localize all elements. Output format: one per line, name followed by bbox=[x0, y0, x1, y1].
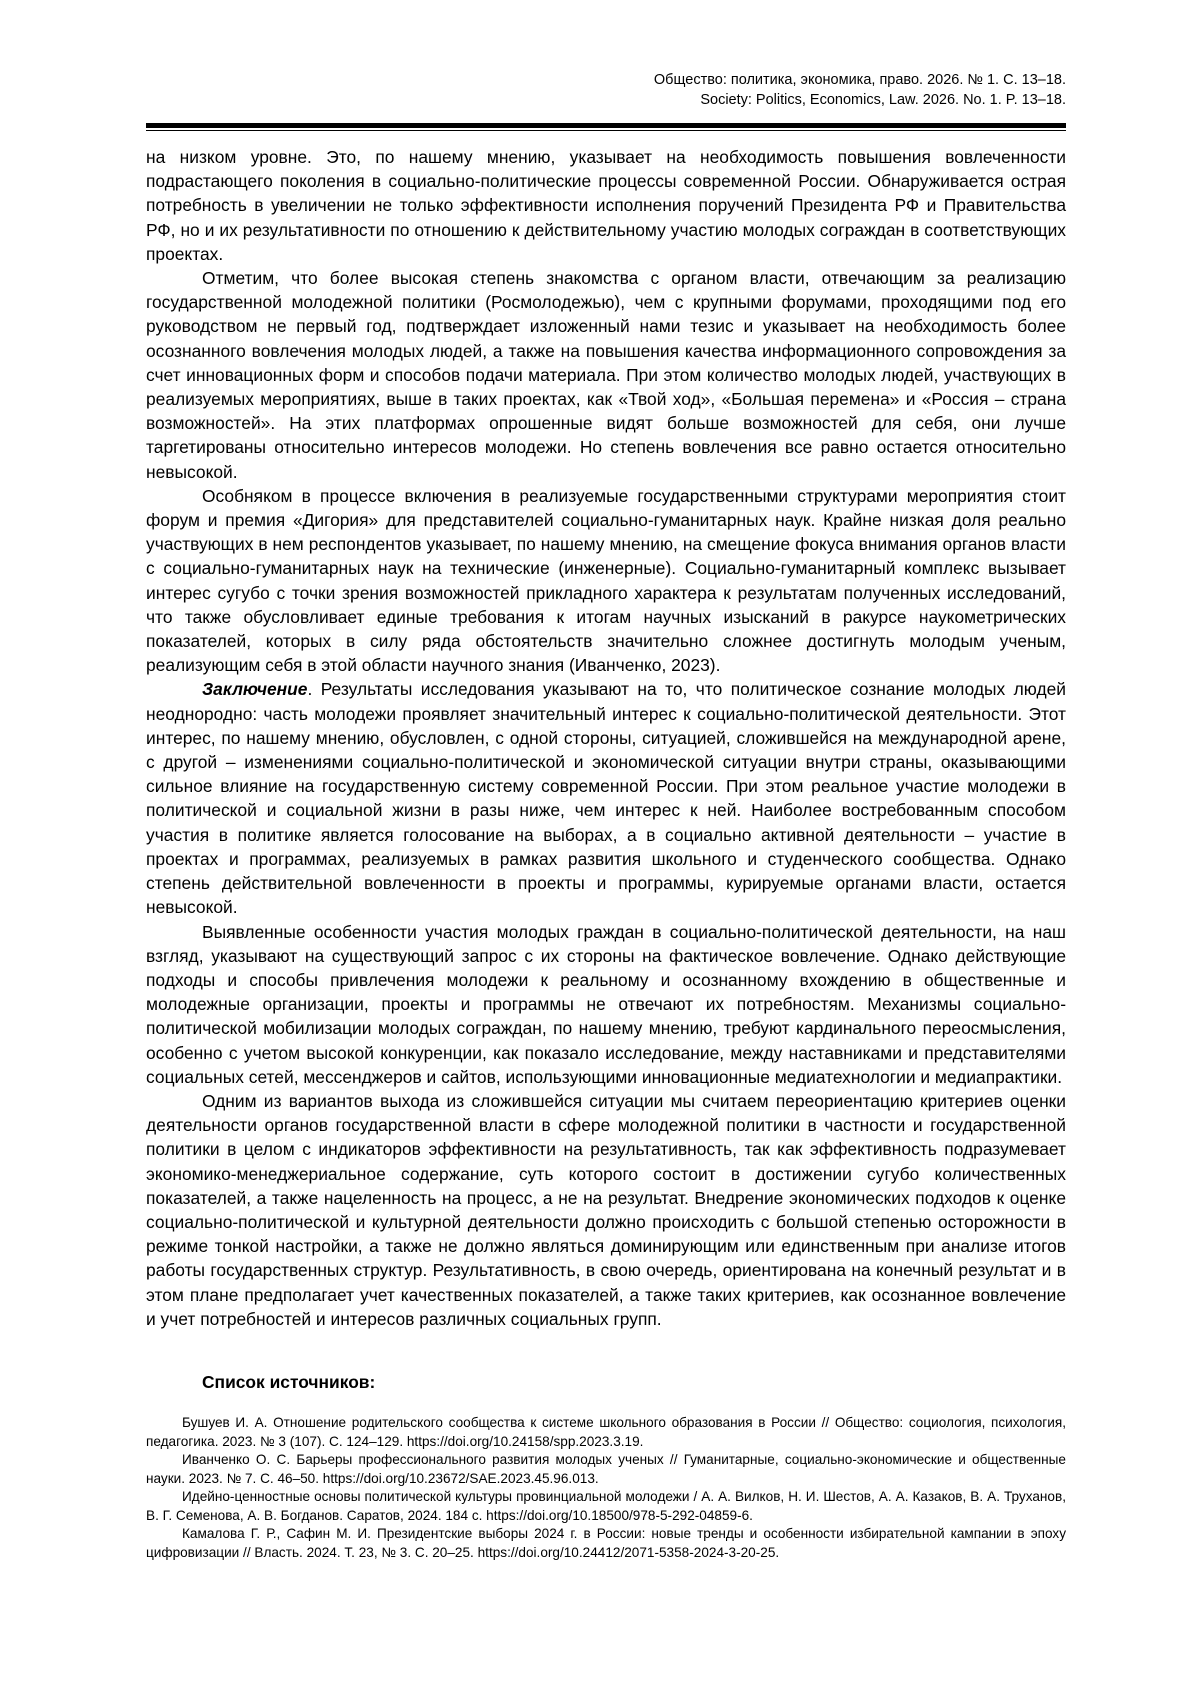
reference-item: Иванченко О. С. Барьеры профессионального развития молодых ученых // Гуманитарные, социально-экономические и общественные науки. 2023. № 7. С. 46–50. https://doi.org/10.23672/SAE.2023.45.96.013. bbox=[146, 1452, 1066, 1486]
references-list bbox=[146, 1414, 1066, 1562]
reference-item: Идейно-ценностные основы политической культуры провинциальной молодежи / А. А. Вилков, Н. И. Шестов, А. А. Казаков, В. А. Труханов, В. Г. Семенова, А. В. Богданов. Саратов, 2024. 184 с. https://doi.org/10.18500/978-5-292-04859-6. bbox=[146, 1489, 1066, 1523]
running-header bbox=[654, 70, 1066, 110]
header-rule-thick bbox=[146, 123, 1066, 128]
header-rule-thin bbox=[146, 130, 1066, 131]
body-paragraph: Одним из вариантов выхода из сложившейся ситуации мы считаем переориентацию критериев оценки деятельности органов государственной власти в сфере молодежной политики в частности и государственной политики в целом с индикаторов эффективности на результативность, так как эффективность подразумевает экономико-менеджериальное содержание, суть которого состоит в достижении сугубо количественных показателей, а также нацеленность на процесс, а не на результат. Внедрение экономических подходов к оценке социально-политической и культурной деятельности должно происходить с большой степенью осторожности в режиме тонкой настройки, а также не должно являться доминирующим или единственным при анализе итогов работы государственных структур. Результативность, в свою очередь, ориентирована на конечный результат и в этом плане предполагает учет качественных показателей, а также таких критериев, как осознанное вовлечение и учет потребностей и интересов различных социальных групп. bbox=[146, 1090, 1066, 1329]
conclusion-paragraph bbox=[146, 677, 1066, 919]
header-citation-ru: Общество: политика, экономика, право. 2026. № 1. С. 13–18. bbox=[653, 72, 1066, 88]
body-paragraph: Особняком в процессе включения в реализуемые государственными структурами мероприятия стоит форум и премия «Дигория» для представителей социально-гуманитарных наук. Крайне низкая доля реально участвующих в нем респондентов указывает, по нашему мнению, на смещение фокуса внимания органов власти с социально-гуманитарных наук на технические (инженерные). Социально-гуманитарный комплекс вызывает интерес сугубо с точки зрения возможностей прикладного характера к результатам полученных исследований, что также обусловливает единые требования к итогам научных изысканий в ракурсе наукометрических показателей, которых в силу ряда обстоятельств значительно сложнее достигнуть молодым ученым, реализующим себя в этой области научного знания (Иванченко, 2023). bbox=[146, 485, 1066, 676]
body-paragraph: Отметим, что более высокая степень знакомства с органом власти, отвечающим за реализацию государственной молодежной политики (Росмолодежью), чем с крупными форумами, проходящими под его руководством не первый год, подтверждает изложенный нами тезис и указывает на необходимость более осознанного вовлечения молодых людей, а также на повышения качества информационного сопровождения за счет инновационных форм и способов подачи материала. При этом количество молодых людей, участвующих в реализуемых мероприятиях, выше в таких проектах, как «Твой ход», «Большая перемена» и «Россия – страна возможностей». На этих платформах опрошенные видят больше возможностей для себя, они лучше таргетированы относительно интересов молодежи. Но степень вовлечения все равно остается относительно невысокой. bbox=[146, 268, 1066, 482]
conclusion-text: . Результаты исследования указывают на то, что политическое сознание молодых людей неоднородно: часть молодежи проявляет значительный интерес к социально-политической деятельности. Этот интерес, по нашему мнению, обусловлен, с одной стороны, ситуацией, сложившейся на международной арене, с другой – изменениями социально-политической и экономической ситуации внутри страны, оказывающими сильное влияние на государственную систему современной России. При этом реальное участие молодежи в политической и социальной жизни в разы ниже, чем интерес к ней. Наиболее востребованным способом участия в политике является голосование на выборах, а в социально активной деятельности – участие в проектах и программах, реализуемых в рамках развития школьного и студенческого сообщества. Однако степень действительной вовлеченности в проекты и программы, курируемые органами власти, остается невысокой. bbox=[146, 679, 1066, 918]
reference-item: Бушуев И. А. Отношение родительского сообщества к системе школьного образования в России // Общество: социология, психология, педагогика. 2023. № 3 (107). С. 124–129. https://doi.org/10.24158/spp.2023.3.19. bbox=[146, 1415, 1066, 1449]
reference-item: Камалова Г. Р., Сафин М. И. Президентские выборы 2024 г. в России: новые тренды и особенности избирательной кампании в эпоху цифровизации // Власть. 2024. Т. 23, № 3. С. 20–25. https://doi.org/10.24412/2071-5358-2024-3-20-25. bbox=[146, 1526, 1066, 1560]
body-paragraph: на низком уровне. Это, по нашему мнению, указывает на необходимость повышения вовлеченности подрастающего поколения в социально-политические процессы современной России. Обнаруживается острая потребность в увеличении не только эффективности исполнения поручений Президента РФ и Правительства РФ, но и их результативности по отношению к действительному участию молодых сограждан в соответствующих проектах. bbox=[146, 147, 1066, 264]
body-paragraph: Выявленные особенности участия молодых граждан в социально-политической деятельности, на наш взгляд, указывают на существующий запрос с их стороны на фактическое вовлечение. Однако действующие подходы и способы привлечения молодежи к реальному и осознанному вхождению в общественные и молодежные организации, проекты и программы не отвечают их потребностям. Механизмы социально-политической мобилизации молодых сограждан, по нашему мнению, требуют кардинального переосмысления, особенно с учетом высокой конкуренции, как показало исследование, между наставниками и представителями социальных сетей, мессенджеров и сайтов, использующими инновационные медиатехнологии и медиапрактики. bbox=[146, 921, 1066, 1087]
article-body bbox=[146, 145, 1066, 1331]
conclusion-label: Заключение bbox=[202, 679, 308, 700]
header-citation-en: Society: Politics, Economics, Law. 2026. No. 1. P. 13–18. bbox=[700, 92, 1066, 108]
references-heading: Список источников: bbox=[202, 1372, 376, 1392]
